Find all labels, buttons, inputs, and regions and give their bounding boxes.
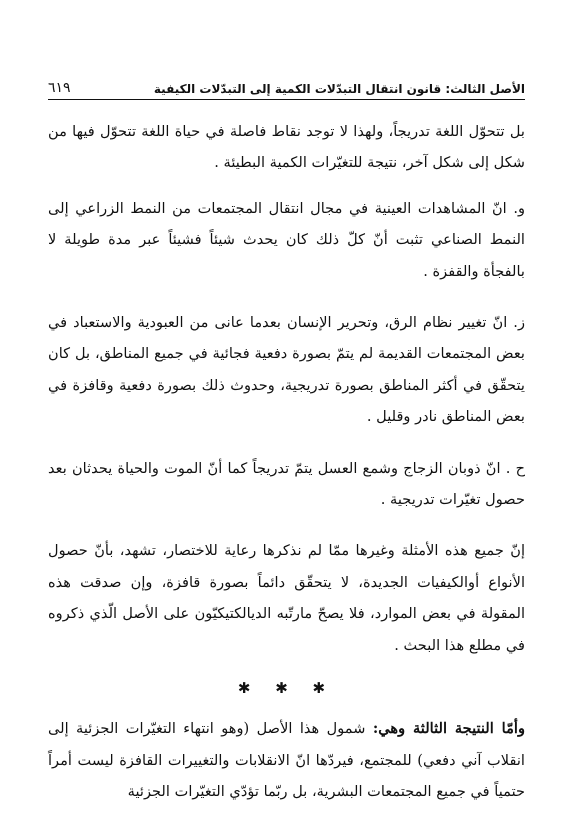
header-rule (48, 99, 525, 100)
paragraph-point-zay: ز. انّ تغيير نظام الرق، وتحرير الإنسان بعدما عانى من العبودية والاستعباد في بعض المجتمعات القديمة لم يتمّ بصورة دفعية فجائية في جميع المناطق، بل كان يتحقّق في أكثر المناطق بصورة تدريجية، وحدوث ذلك بصورة دفعية وقافزة في بعض المناطق نادر وقليل . (48, 314, 525, 426)
paragraph-point-waw: و. انّ المشاهدات العينية في مجال انتقال المجتمعات من النمط الزراعي إلى النمط الصناعي تثبت أنّ كلّ ذلك كان يحدث شيئاً فشيئاً عبر مدة طويلة لا بالفجأة والقفزة . (48, 199, 525, 280)
paragraph-summary: إنّ جميع هذه الأمثلة وغيرها ممّا لم نذكرها رعاية للاختصار، تشهد، بأنّ حصول الأنواع أوالكيفيات الجديدة، لا يتحقّق دائماً بصورة قافزة، وإن صدقت هذه المقولة في بعض الموارد، فلا يصحّ مارتّبه الديالكتيكيّون على الأصل الّذي ذكروه في مطلع هذا البحث . (48, 542, 525, 654)
section-divider-stars: ✱ ✱ ✱ (237, 679, 336, 698)
paragraph-language: بل تتحوّل اللغة تدريجاً، ولهذا لا توجد نقاط فاصلة في حياة اللغة تتحوّل فيها من شكل إلى شكل آخر، نتيجة للتغيّرات الكمية البطيئة . (48, 123, 525, 172)
header-title: الأصل الثالث: قانون انتقال التبدّلات الكمية إلى التبدّلات الكيفية (153, 82, 525, 96)
paragraph-third-result (48, 713, 525, 807)
paragraph-point-ha: ح . انّ ذوبان الزجاج وشمع العسل يتمّ تدريجاً كما أنّ الموت والحياة يحدثان بعد حصول تغيّرات تدريجية . (48, 459, 525, 509)
page-body (48, 116, 525, 807)
running-header (48, 74, 525, 96)
paragraph-third-result-text: شمول هذا الأصل (وهو انتهاء التغيّرات الجزئية إلى انقلاب آني دفعي) للمجتمع، فيردّها انّ الانقلابات والتغييرات القافزة ليست أمراً حتمياً في جميع المجتمعات البشرية، بل ربّما تؤدّي التغيّرات الجزئية (48, 720, 525, 800)
paragraph-lead: وأمّا النتيجة الثالثة وهي: (372, 720, 525, 738)
page-number: ٦١٩ (48, 80, 71, 96)
